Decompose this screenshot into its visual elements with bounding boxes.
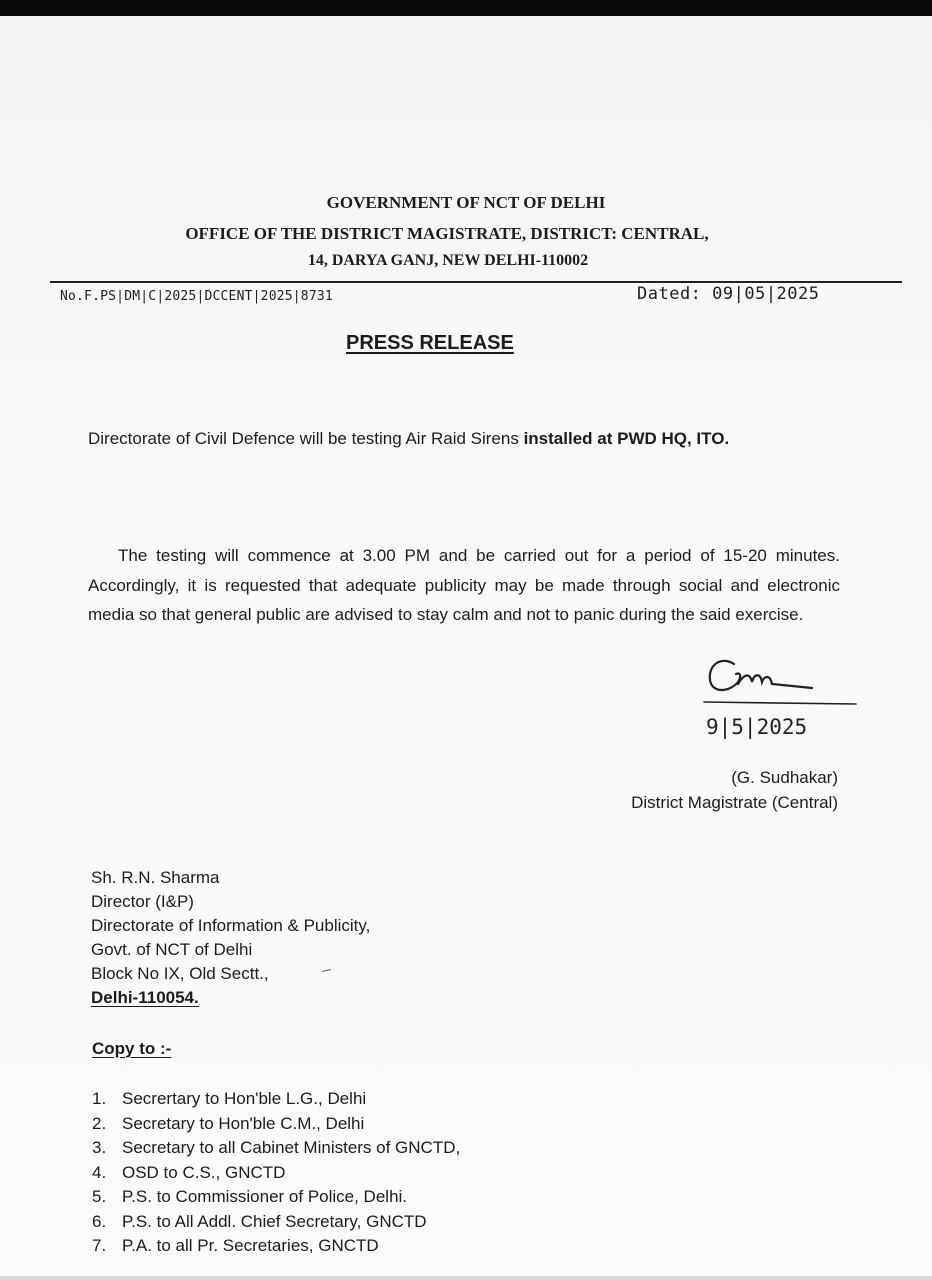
signature-mark (700, 650, 870, 750)
list-item-text: P.S. to Commissioner of Police, Delhi. (122, 1187, 408, 1206)
reference-number: No.F.PS|DM|C|2025|DCCENT|2025|8731 (60, 289, 333, 304)
list-item-text: Secretary to Hon'ble C.M., Delhi (122, 1113, 365, 1133)
list-item-text: P.S. to All Addl. Chief Secretary, GNCTD (122, 1211, 427, 1231)
list-item (92, 1087, 460, 1112)
addressee-pincode: Delhi-110054. (91, 988, 199, 1007)
signatory-designation: District Magistrate (Central) (631, 793, 838, 812)
reference-date: Dated: 09|05|2025 (637, 284, 820, 304)
list-item-number: 4. (92, 1162, 107, 1182)
list-item (92, 1210, 460, 1235)
page-title: PRESS RELEASE (346, 332, 514, 354)
signature-scribble (700, 650, 870, 745)
header-office: OFFICE OF THE DISTRICT MAGISTRATE, DISTRICT: CENTRAL, (185, 224, 709, 243)
list-item-number: 5. (92, 1187, 107, 1206)
addressee-line: Sh. R.N. Sharma (91, 868, 220, 887)
list-item (92, 1234, 460, 1259)
addressee-line: Block No IX, Old Sectt., (91, 964, 269, 983)
paragraph-announcement (88, 424, 840, 454)
paragraph-details: The testing will commence at 3.00 PM and be carried out for a period of 15-20 minutes. Accordingly, it is requested that adequate publicity may be made through social and electronic media so that general public are advised to stay calm and not to panic during the said exercise. (88, 546, 840, 624)
list-item-number: 3. (92, 1138, 107, 1157)
list-item (92, 1161, 460, 1186)
paragraph-announcement-location: installed at PWD HQ, ITO. (523, 429, 730, 448)
copy-to-heading: Copy to :- (92, 1039, 172, 1058)
header-government: GOVERNMENT OF NCT OF DELHI (326, 193, 606, 212)
list-item-number: 6. (92, 1211, 107, 1231)
signature-date: 9|5|2025 (706, 715, 808, 739)
list-item-text: P.A. to all Pr. Secretaries, GNCTD (122, 1236, 379, 1255)
copy-to-list (92, 1087, 460, 1259)
list-item (92, 1112, 460, 1137)
header-divider (50, 281, 902, 283)
list-item-text: OSD to C.S., GNCTD (122, 1162, 286, 1182)
top-black-bar (0, 0, 932, 16)
list-item-text: Secrertary to Hon'ble L.G., Delhi (122, 1089, 367, 1108)
paragraph-announcement-text: Directorate of Civil Defence will be testing Air Raid Sirens (88, 429, 524, 448)
header-address: 14, DARYA GANJ, NEW DELHI-110002 (307, 252, 589, 269)
list-item (92, 1136, 460, 1161)
addressee-line: Director (I&P) (91, 892, 194, 911)
list-item-text: Secretary to all Cabinet Ministers of GNCTD, (122, 1138, 461, 1157)
list-item (92, 1185, 460, 1210)
list-item-number: 1. (92, 1089, 107, 1108)
addressee-line: Govt. of NCT of Delhi (91, 940, 253, 959)
bottom-edge (0, 1276, 932, 1280)
list-item-number: 7. (92, 1236, 107, 1255)
list-item-number: 2. (92, 1113, 107, 1133)
signatory-name: (G. Sudhakar) (731, 768, 838, 787)
addressee-line: Directorate of Information & Publicity, (91, 916, 371, 935)
